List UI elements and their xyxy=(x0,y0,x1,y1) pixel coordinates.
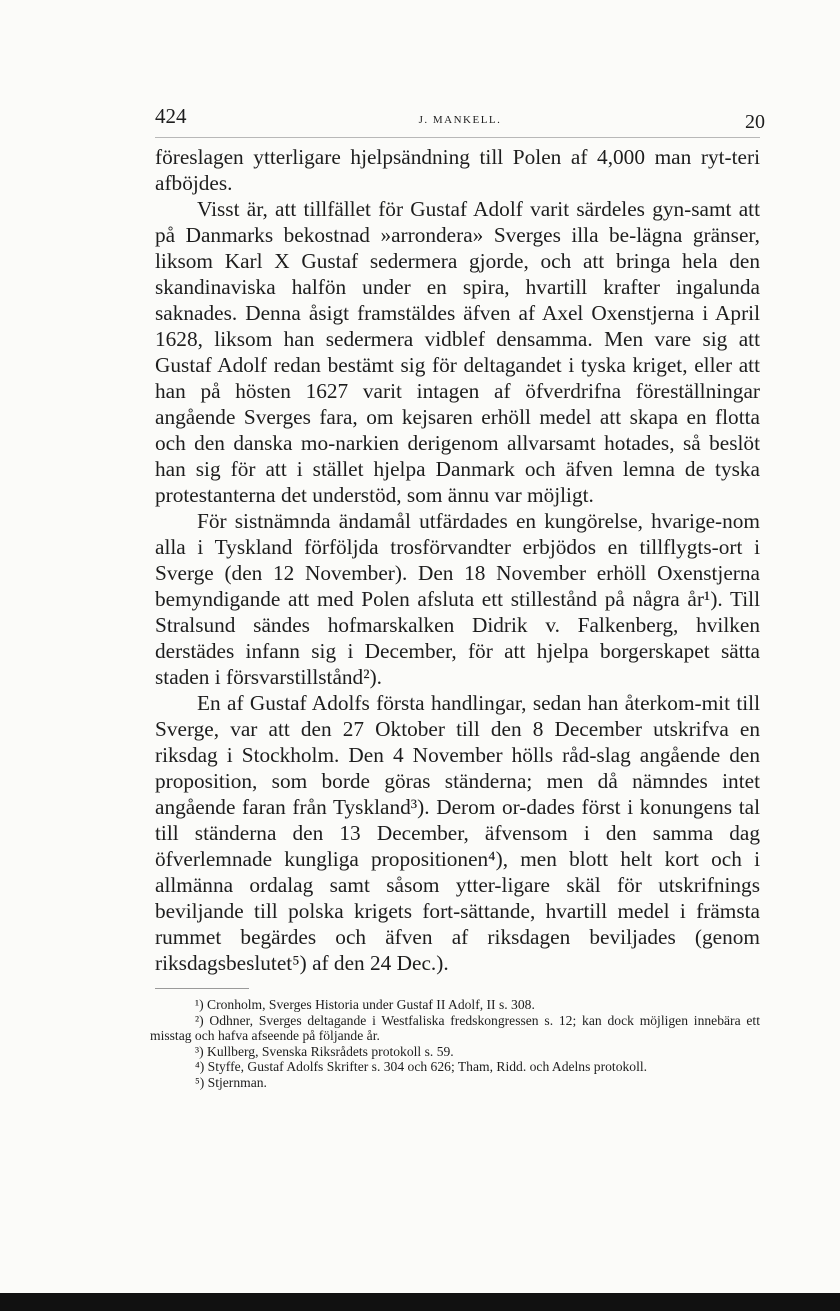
paragraph: För sistnämnda ändamål utfärdades en kungörelse, hvarige-nom alla i Tyskland förföljda trosförvandter erbjödos en tillflygts-ort i Sverge (den 12 November). Den 18 November erhöll Oxenstjerna bemyndigande att med Polen afsluta ett stillestånd på några år¹). Till Stralsund sändes hofmarskalken Didrik v. Falkenberg, hvilken derstädes infann sig i December, för att hjelpa borgerskapet sätta staden i försvarstillstånd²). xyxy=(155,509,760,689)
footnote-rule xyxy=(155,988,249,989)
running-head: J. MANKELL. xyxy=(418,114,502,126)
footnotes xyxy=(150,997,760,1090)
header-rule xyxy=(155,137,760,138)
footnote: ¹) Cronholm, Sverges Historia under Gustaf II Adolf, II s. 308. xyxy=(195,997,535,1012)
footnote: ⁵) Stjernman. xyxy=(195,1074,267,1090)
body-text xyxy=(155,144,760,976)
paragraph: En af Gustaf Adolfs första handlingar, sedan han återkom-mit till Sverge, var att den 27 Oktober till den 8 December utskrifva en riksdag i Stockholm. Den 4 November hölls råd-slag angående den proposition, som borde göras ständerna; men då nämndes intet angående faran från Tyskland³). Derom or-dades först i konungens tal till ständerna den 13 December, äfvensom i den samma dag öfverlemnade kungliga propositionen⁴), men blott helt kort och i allmänna ordalag samt såsom ytter-ligare skäl för utskrifnings beviljande till polska krigets fort-sättande, hvartill medel i främsta rummet begärdes och äfven af riksdagen beviljades (genom riksdagsbeslutet⁵) af den 24 Dec.). xyxy=(155,691,760,975)
footnote: ⁴) Styffe, Gustaf Adolfs Skrifter s. 304 och 626; Tham, Ridd. och Adelns protokoll. xyxy=(195,1059,648,1074)
paragraph: föreslagen ytterligare hjelpsändning till Polen af 4,000 man ryt-teri afböjdes. xyxy=(155,145,760,195)
footnote: ³) Kullberg, Svenska Riksrådets protokoll s. 59. xyxy=(195,1043,454,1059)
page-header xyxy=(155,96,765,136)
signature-mark: 20 xyxy=(745,111,765,133)
footnote: ²) Odhner, Sverges deltagande i Westfaliska fredskongressen s. 12; kan dock möjligen innebära ett misstag och hafva afseende på följande år. xyxy=(150,1012,760,1043)
page-number: 424 xyxy=(155,104,187,128)
paragraph: Visst är, att tillfället för Gustaf Adolf varit särdeles gyn-samt att på Danmarks bekostnad »arrondera» Sverges illa be-lägna gränser, liksom Karl X Gustaf sedermera gjorde, och att bringa hela den skandinaviska halfön under en spira, hvartill krafter ingalunda saknades. Denna åsigt framstäldes äfven af Axel Oxenstjerna i April 1628, liksom han sedermera vidblef densamma. Men vare sig att Gustaf Adolf redan bestämt sig för deltagandet i tyska kriget, eller att han på hösten 1627 varit intagen af öfverdrifna föreställningar angående Sverges fara, om kejsaren erhöll medel att skapa en flotta och den danska mo-narkien derigenom allvarsamt hotades, så beslöt han sig för att i stället hjelpa Danmark och äfven lemna de tyska protestanterna det understöd, som ännu var möjligt. xyxy=(155,197,760,507)
scan-edge xyxy=(0,1293,840,1311)
